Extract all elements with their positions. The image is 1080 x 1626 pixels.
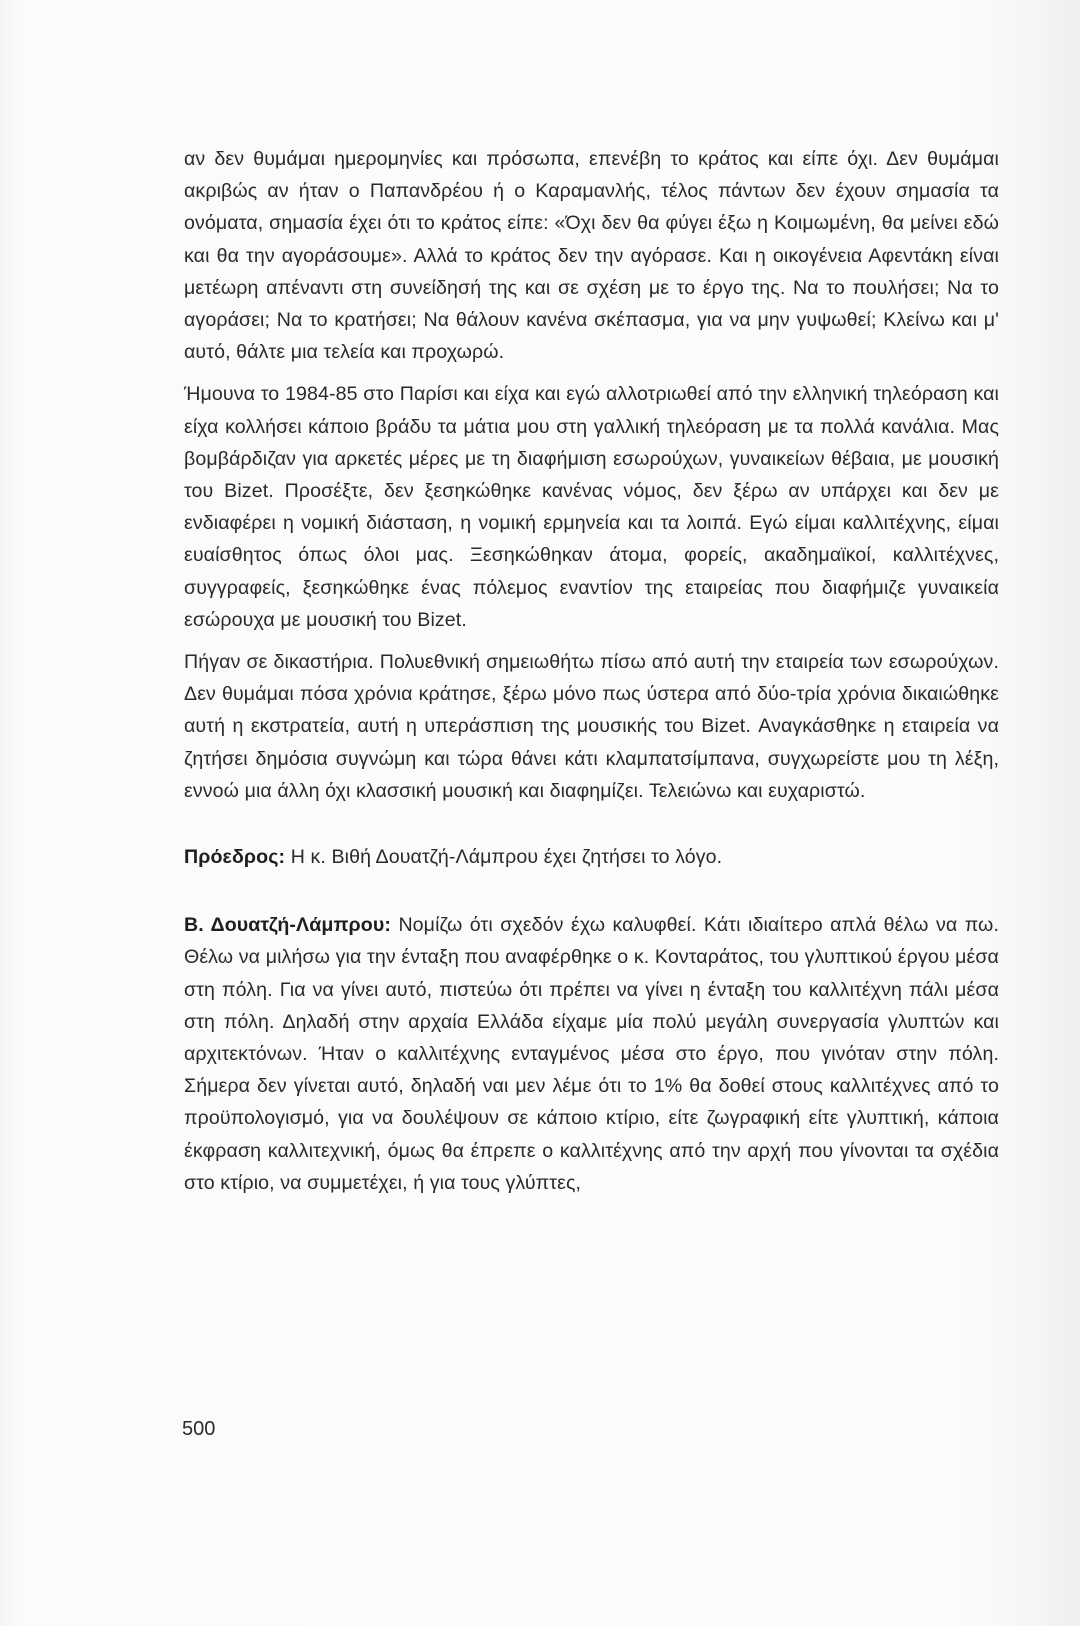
body-text xyxy=(184,143,999,1209)
paragraph-3 xyxy=(184,646,999,807)
paragraph-chair-text: Η κ. Βιθή Δουατζή-Λάμπρου έχει ζητήσει το λόγο. xyxy=(290,846,723,869)
page-number: 500 xyxy=(182,1418,216,1440)
paragraph-douatzi-text: Νομίζω ότι σχεδόν έχω καλυφθεί. Κάτι ιδιαίτερο απλά θέλω να πω. Θέλω να μιλήσω για την ένταξη που αναφέρθηκε ο κ. Κονταράτος, του γλυπτικού έργου μέσα στη πόλη. Για να γίνει αυτό, πιστεύω ότι πρέπει να γίνει η ένταξη του καλλιτέχνη πάλι μέσα στη πόλη. Δηλαδή στην αρχαία Ελλάδα είχαμε μία πολύ μεγάλη συνεργασία γλυπτών και αρχιτεκτόνων. Ήταν ο καλλιτέχνης ενταγμένος μέσα στο έργο, που γινόταν στην πόλη. Σήμερα δεν γίνεται αυτό, δηλαδή ναι μεν λέμε ότι το 1% θα δοθεί στους καλλιτέχνες από το προϋπολογισμό, για να δουλέψουν σε κάποιο κτίριο, είτε ζωγραφική είτε γλυπτική, κάποια έκφραση καλλιτεχνική, όμως θα έπρεπε ο καλλιτέχνης από την αρχή που γίνονται τα σχέδια στο κτίριο, να συμμετέχει, ή για τους γλύπτες, xyxy=(184,914,1000,1194)
paragraph-douatzi xyxy=(184,909,999,1199)
paragraph-2 xyxy=(184,378,999,636)
speaker-douatzi: Β. Δουατζή-Λάμπρου: xyxy=(184,914,391,937)
speaker-chair: Πρόεδρος: xyxy=(184,846,286,869)
paragraph-1 xyxy=(184,143,999,368)
paragraph-1-text: αν δεν θυμάμαι ημερομηνίες και πρόσωπα, επενέβη το κράτος και είπε όχι. Δεν θυμάμαι ακριβώς αν ήταν ο Παπανδρέου ή ο Καραμανλής, τέλος πάντων δεν έχουν σημασία τα ονόματα, σημασία έχει ότι το κράτος είπε: «Όχι δεν θα φύγει έξω η Κοιμωμένη, θα μείνει εδώ και θα την αγοράσουμε». Αλλά το κράτος δεν την αγόρασε. Και η οικογένεια Αφεντάκη είναι μετέωρη απέναντι στη συνείδησή της και σε σχέση με το έργο της. Να το πουλήσει; Να το αγοράσει; Να το κρατήσει; Να θάλουν κανένα σκέπασμα, για να μην γυψωθεί; Κλείνω και μ' αυτό, θάλτε μια τελεία και προχωρώ. xyxy=(184,148,999,364)
paragraph-2-text: Ήμουνα το 1984-85 στο Παρίσι και είχα και εγώ αλλοτριωθεί από την ελληνική τηλεόραση και είχα κολλήσει κάποιο βράδυ τα μάτια μου στη γαλλική τηλεόραση με τα πολλά κανάλια. Μας βομβάρδιζαν για αρκετές μέρες με τη διαφήμιση εσωρούχων, γυναικείων θέβαια, με μουσική του Bizet. Προσέξτε, δεν ξεσηκώθηκε κανένας νόμος, δεν ξέρω αν υπάρχει και δεν με ενδιαφέρει η νομική διάσταση, η νομική ερμηνεία και τα λοιπά. Εγώ είμαι καλλιτέχνης, είμαι ευαίσθητος όπως όλοι μας. Ξεσηκώθηκαν άτομα, φορείς, ακαδημαϊκοί, καλλιτέχνες, συγγραφείς, ξεσηκώθηκε ένας πόλεμος εναντίον της εταιρείας που διαφήμιζε γυναικεία εσώρουχα με μουσική του Bizet. xyxy=(184,383,999,631)
paragraph-3-text: Πήγαν σε δικαστήρια. Πολυεθνική σημειωθήτω πίσω από αυτή την εταιρεία των εσωρούχων. Δεν θυμάμαι πόσα χρόνια κράτησε, ξέρω μόνο πως ύστερα από δύο-τρία χρόνια δικαιώθηκε αυτή η εκστρατεία, αυτή η υπεράσπιση της μουσικής του Bizet. Αναγκάσθηκε η εταιρεία να ζητήσει δημόσια συγνώμη και τώρα θάνει κάτι κλαμπατσίμπανα, συγχωρείστε μου τη λέξη, εννοώ μια άλλη όχι κλασσική μουσική και διαφημίζει. Τελειώνω και ευχαριστώ. xyxy=(184,651,999,802)
paragraph-chair xyxy=(184,841,999,873)
